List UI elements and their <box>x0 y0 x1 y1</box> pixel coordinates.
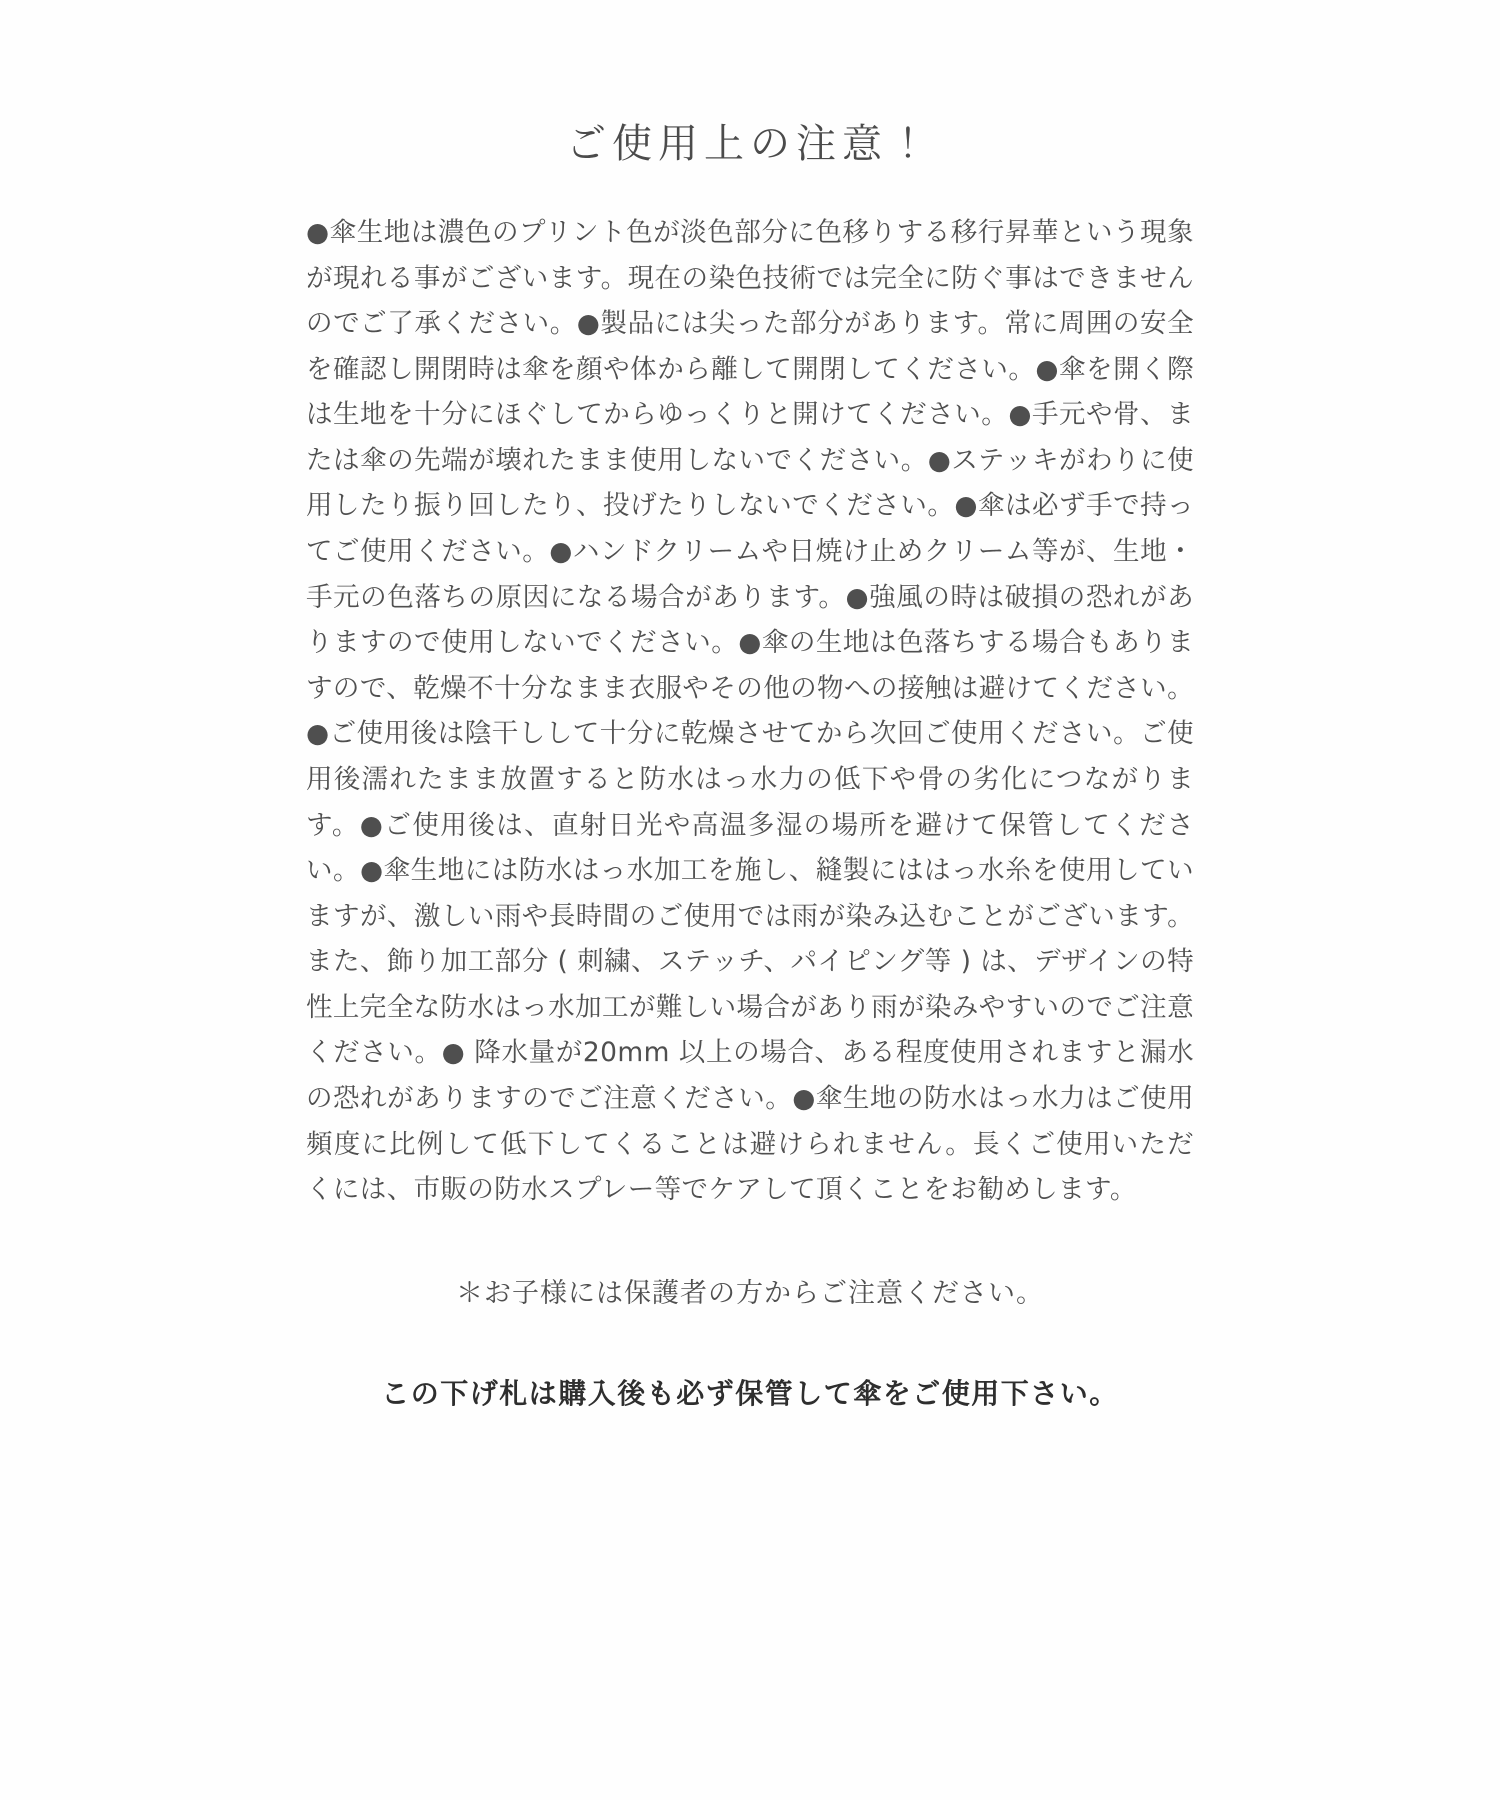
document-sheet <box>300 120 1200 1412</box>
page-title: ご使用上の注意！ <box>566 121 934 167</box>
child-supervision-note: ＊お子様には保護者の方からご注意ください。 <box>456 1277 1044 1309</box>
precautions-body-text: ●傘生地は濃色のプリント色が淡色部分に色移りする移行昇華という現象が現れる事がございます。現在の染色技術では完全に防ぐ事はできませんのでご了承ください。●製品には尖った部分があります。常に周囲の安全を確認し開閉時は傘を顔や体から離して開閉してください。●傘を開く際は生地を十分にほぐしてからゆっくりと開けてください。●手元や骨、または傘の先端が壊れたまま使用しないでください。●ステッキがわりに使用したり振り回したり、投げたりしないでください。●傘は必ず手で持ってご使用ください。●ハンドクリームや日焼け止めクリーム等が、生地・手元の色落ちの原因になる場合があります。●強風の時は破損の恐れがありますので使用しないでください。●傘の生地は色落ちする場合もありますので、乾燥不十分なまま衣服やその他の物への接触は避けてください。●ご使用後は陰干しして十分に乾燥させてから次回ご使用ください。ご使用後濡れたまま放置すると防水はっ水力の低下や骨の劣化につながります。●ご使用後は、直射日光や高温多湿の場所を避けて保管してください。●傘生地には防水はっ水加工を施し、縫製にははっ水糸を使用していますが、激しい雨や長時間のご使用では雨が染み込むことがございます。また、飾り加工部分 ( 刺繍、ステッチ、パイピング等 ) は、デザインの特性上完全な防水はっ水加工が難しい場合があり雨が染みやすいのでご注意ください。● 降水量が20mm 以上の場合、ある程度使用されますと漏水の恐れがありますのでご注意ください。●傘生地の防水はっ水力はご使用頻度に比例して低下してくることは避けられません。長くご使用いただくには、市販の防水スプレー等でケアして頂くことをお勧めします。 <box>306 217 1194 1206</box>
keep-tag-note: この下げ札は購入後も必ず保管して傘をご使用下さい。 <box>381 1376 1119 1410</box>
